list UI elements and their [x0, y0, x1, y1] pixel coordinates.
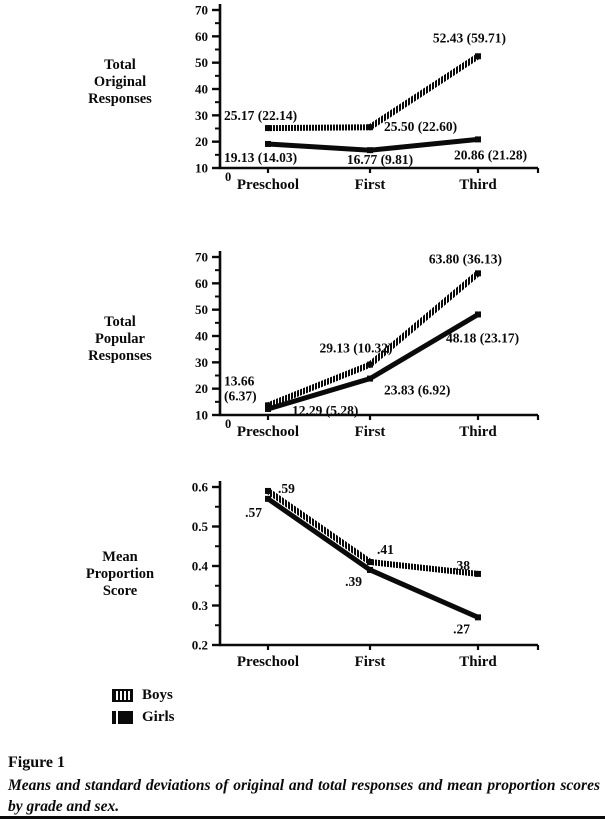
total-original-responses-chart [180, 0, 600, 200]
ylabel-line: Score [102, 583, 138, 599]
y-tick-label: 60 [195, 275, 208, 291]
y-tick-label: 0.6 [191, 479, 208, 495]
y-tick-label: 70 [195, 2, 208, 18]
ylabel-line: Total [104, 314, 136, 330]
data-point-label: 25.17 (22.14) [224, 108, 298, 124]
y-tick-label: 40 [195, 328, 208, 344]
chart-ylabel-total-original-responses [45, 57, 195, 108]
data-point-label: 16.77 (9.81) [346, 152, 414, 168]
x-tick-label: Third [459, 424, 497, 440]
legend-label-girls: Girls [142, 708, 175, 725]
ylabel-line: Original [93, 74, 147, 90]
data-point-label: 48.18 (23.17) [446, 330, 520, 346]
y-tick-label: 10 [195, 407, 208, 423]
data-point-label: 13.66 (6.37) [224, 373, 257, 404]
x-tick-label: First [354, 654, 386, 670]
girls-solid-swatch-icon [112, 711, 133, 724]
boys-data-point-marker [367, 559, 373, 565]
ylabel-line: Responses [88, 91, 152, 107]
boys-data-point-marker [367, 362, 373, 368]
y-tick-label: 40 [195, 81, 208, 97]
girls-data-point-marker [265, 141, 271, 147]
y-tick-label: 30 [195, 354, 208, 370]
data-point-label: 12.29 (5.28) [292, 403, 359, 418]
caption-text: Means and standard deviations of original and total responses and mean proportion scores by grade and sex. [8, 777, 600, 815]
ylabel-line: Total [104, 57, 136, 73]
data-point-label: 63.80 (36.13) [428, 251, 502, 267]
girls-data-point-marker [367, 567, 373, 573]
girls-data-point-marker [475, 311, 481, 317]
ylabel-line: Popular [95, 331, 145, 347]
data-point-label: .38 [453, 557, 470, 573]
girls-data-point-marker [475, 136, 481, 142]
boys-data-point-marker [475, 270, 481, 276]
x-tick-label: Preschool [236, 424, 300, 440]
data-point-label: .27 [453, 621, 470, 637]
y-tick-label: 30 [195, 107, 208, 123]
data-point-label: 29.13 (10.32) [319, 340, 393, 356]
boys-data-point-marker [475, 571, 481, 577]
boys-data-point-marker [367, 124, 373, 130]
ylabel-line: Mean [102, 549, 138, 565]
boys-data-point-marker [265, 125, 271, 131]
chart-ylabel-mean-proportion-score [45, 549, 195, 600]
x-tick-label: Third [459, 654, 497, 670]
girls-line [268, 499, 478, 618]
y-tick-label: 0.2 [191, 637, 208, 653]
chart-ylabel-total-popular-responses [45, 314, 195, 365]
legend-label-boys: Boys [142, 686, 173, 703]
x-tick-label: First [354, 424, 386, 440]
boys-hatch-swatch-icon [112, 689, 133, 702]
data-point-label: 52.43 (59.71) [432, 30, 506, 46]
x-tick-label: First [354, 177, 386, 193]
boys-data-point-marker [475, 53, 481, 59]
x-tick-label: Preschool [236, 654, 300, 670]
legend-item-girls [112, 706, 175, 728]
ylabel-line: Responses [88, 348, 152, 364]
mean-proportion-score-chart [180, 477, 600, 677]
girls-data-point-marker [475, 614, 481, 620]
boys-line [268, 56, 478, 128]
ylabel-line: Proportion [85, 566, 155, 582]
y-tick-label: 0.5 [191, 519, 208, 534]
data-point-label: 23.83 (6.92) [384, 382, 451, 398]
y-tick-label: 20 [195, 381, 208, 397]
y-tick-label: 10 [195, 160, 208, 176]
girls-data-point-marker [265, 406, 271, 412]
caption-title: Figure 1 [8, 754, 66, 771]
data-point-label: 19.13 (14.03) [224, 150, 298, 165]
y-tick-label: 50 [195, 302, 208, 318]
total-popular-responses-chart [180, 247, 600, 447]
origin-label: 0 [225, 417, 232, 431]
y-tick-label: 0.3 [191, 598, 208, 613]
x-tick-label: Preschool [236, 177, 300, 193]
boys-data-point-marker [265, 488, 271, 494]
y-tick-label: 0.4 [191, 558, 208, 574]
data-point-label: .59 [278, 480, 295, 496]
data-point-label: 25.50 (22.60) [384, 119, 458, 135]
data-point-label: 20.86 (21.28) [454, 147, 528, 163]
figure-caption [8, 754, 600, 817]
legend-item-boys [112, 684, 175, 706]
girls-data-point-marker [265, 496, 271, 502]
data-point-label: .57 [245, 504, 262, 520]
bottom-rule [0, 816, 605, 819]
girls-data-point-marker [367, 376, 373, 382]
y-tick-label: 60 [195, 28, 208, 44]
y-tick-label: 20 [195, 134, 208, 150]
x-tick-label: Third [459, 177, 497, 193]
y-tick-label: 70 [195, 249, 208, 265]
data-point-label: .41 [377, 542, 394, 557]
y-tick-label: 50 [195, 55, 208, 71]
data-point-label: .39 [345, 573, 362, 589]
legend [112, 684, 175, 728]
origin-label: 0 [225, 170, 232, 184]
